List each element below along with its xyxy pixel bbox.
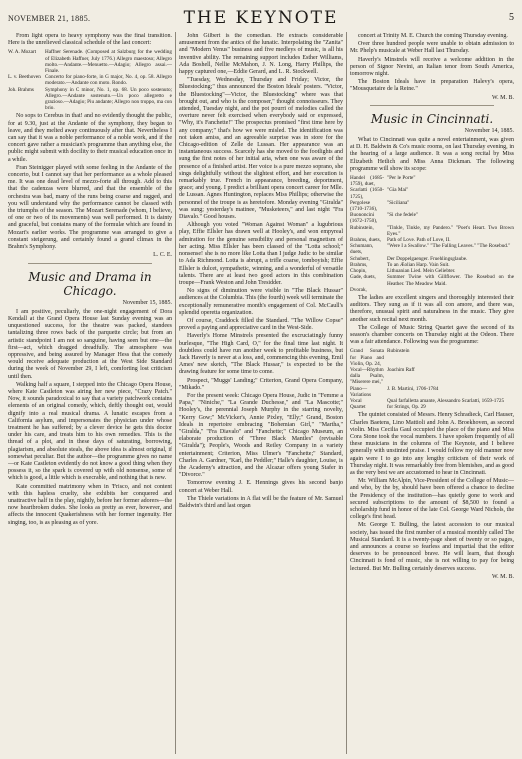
- paragraph: Mr. William McAlpin, Vice-President of the College of Music—and who, by the by, should have been offered a chance to decline the Presidency of the institution—has quietly gone to work and secured subscriptions to the amount of $8,500 to found a scholarship fund in honor of the late Col. George Ward Nichols, the college's first head.: [350, 478, 514, 521]
- programme-row: Buononcini (1672-1750), "Si che fedele": [350, 212, 419, 225]
- programme-row: Pergolese (1710-1736), "Siciliana": [350, 199, 410, 213]
- paragraph: From light opera to heavy symphony was the final transition. Here is the unrelieved classical schedule of the last concert:: [8, 33, 172, 47]
- paragraph: Tomorrow evening J. E. Hennings gives his second banjo concert at Weber Hall.: [179, 480, 343, 494]
- signature: W. M. B.: [492, 573, 514, 580]
- paragraph: No sops to Cerebus in that! and no evidently thought the public, for at 9.30, just at the Andante of the symphony, they began to leave, and they melted away continuously after that. Nevertheless I can say that it was a noble performance of a noble work, and if the concert gave rather a musician's programme than anything else, the public might submit with docility to their musical education once in a while.: [8, 113, 172, 163]
- paragraph: Kate committed matrimony when in 'Frisco, and not content with this hapless cruelty, she exhibits her conquered and unattractive half in the play, nightly, before her former adorers—the now heartbroken dudes. She looks as pretty as ever, however, and affects the innocent Quakerishness with her former ingenuity. Her singing, too, is as pleasing as of yore.: [8, 483, 172, 526]
- paragraph: "Tuesday, Wednesday, Thursday and Friday; Victor, the Bluestocking;" thus announced the Boston Ideals' posters. "Victor, the Bluestocking"—Victor, the Bluestocking" where was that brought out, and who is the composer," thought connoisseurs. They attended, Tuesday night, and the pot pourri of melodies called the overture never felt exercised when everybody said or expressed, "Why, it's Fanchette!" The prospectus promised "first time here by any company;" that's how we were misled. The identification was not taken amiss, and an agreeable surprise was in store for the Chicago-edition of Zelle de Lussan. Her appearance was an instantaneous success. Scarcely has she moved to the footlights and sung the first notes of her initial aria, when one was aware of the presence of a finished artist. Her voice is a pure mezzo soprano, she sings delightfully without the slightest effort, and her execution is remarkably true. French in appearance, breeding, deportment, grace; and young. I predict a brilliant opera concert career for Mlle. de Lussan. Agnes Huntington, replaces Miss Phillips; otherwise the personnel of the troupe is as heretofore. Monday evening "Giralda" was sung; yesterday's matinee, "Musketeers," and last night "Fra Diavalo." Good houses.: [179, 77, 343, 221]
- paragraph: The Boston Ideals have in preparation Halevy's opera, "Mousquetaire de la Reine.": [350, 79, 514, 93]
- paragraph: Of course, Craddock filled the Standard. "The Willow Copse" proved a paying and appreciative card in the West-Side.: [179, 317, 343, 332]
- paragraph: The quintet consisted of Messrs. Henry Schradieck, Carl Hauser, Charles Baetens, Lino Mattioli and John A. Broekhoven, as second violin. Miss Cecilia Gaul occupied the place of the piano and Miss Cora Stone took the vocal numbers. I have spoken frequently of all these musicians in the columns of The Keynote, and I believe generally with unstinted praise. I would follow my old manner now again were I to go into any lengthy criticism of their work of Thursday night. It was remarkably free from blemishes, and as good as the very best we are accustomed to hear in Cincinnati.: [350, 412, 514, 476]
- paragraph: Mr. George T. Bulling, the latest accession to our musical society, has issued the first number of a musical monthly called The Musical Standard. It is a twenty-page sheet of twenty or so pages, and announces a course so fearless and impartial that the editor deserves to be pronounced brave. He will learn, that though Cincinnati is fond of music, she is not willing to pay for being lectured. But Mr. Bulling certainly deserves success.: [350, 522, 514, 572]
- programme-row: Chopin, Lithuanian Lied. Mein Geliebter.: [350, 268, 456, 275]
- programme-row: Quartet for Strings, Op. 29: [350, 404, 426, 411]
- paragraph: The College of Music String Quartet gave the second of its season's chamber concerts on Thursday night at the Odeon. There was a fair attendance. Following was the programme:: [350, 324, 514, 346]
- paragraph: Over three hundred people were unable to obtain admission to Mr. Phelp's musicale at Weber Hall last Thursday.: [350, 41, 514, 55]
- paragraph: What to Cincinnati was quite a novel entertainment, was given at D. H. Baldwin & Co's music rooms, on last Thursday evening, in the hearing of a large audience. It was a song recital by Miss Elizabeth Hetlich and Miss Anna Dickman. The following programme will show its scope:: [350, 137, 514, 172]
- section-title: Music in Cincinnati.: [370, 111, 494, 126]
- divider: [28, 263, 152, 264]
- column-left: [8, 33, 172, 755]
- divider: [370, 105, 494, 106]
- programme-row: Handel (1685-1759), duet, "Per le Porte": [350, 175, 416, 188]
- paragraph: concert at Trinity M. E. Church the coming Thursday evening.: [358, 33, 508, 39]
- paragraph: I am positive, peculiarly, the one-night engagement of Dora Kendall at the Grand Opera House last Sunday evening was an unquestioned success, for the theatre was packed, standees tantalizing three rows back of the parquette circle; but from an artistic standpoint I am not so sanguine, having seen but one—the first—act, which dragged dreadfully. The atmosphere was oppressive, and being assured by Manager Hess that the comedy would receive adequate production at the West Side Standard during the week of November 29, I left, comforting lost criticism until then.: [8, 308, 172, 380]
- column-middle: [179, 33, 343, 755]
- programme-row: Joh. Brahms Symphony in C minor, No. 1, op. 68. Un poco sostenuto; Allegro.—Andante sostenuto.—Un poco allegretto e grazioso.—Adagio; Piu andante; Allegro non troppo, ma con brio.: [8, 86, 172, 112]
- column-right: [350, 33, 514, 755]
- page-header: [8, 8, 514, 30]
- concert-programme: [8, 49, 172, 111]
- recital-programme: [350, 175, 514, 293]
- programme-row: Vocal—Rhythm dalla Psalm, "Miserere mei," Joachim Raff: [350, 366, 415, 386]
- paragraph: Haverly's Home Minstrels presented the excruciatingly funny burlesque, "The High Card, O," for the final time last night. It doubtless could have run another week to profitable business, but Jack Haverly is never at a loss, and, commencing this evening, Emil Ames' new sketch, "The Black Hussar," is expected to be the drawing feature for some time to come.: [179, 333, 343, 376]
- paragraph: John Gilbert is the comedian. He extracts considerable amusement from the antics of the lunatic. Interpolating the "Zanita" and "Modern Venus" business and five medleys of music, is all his inventive ability. The remaining support includes Esther Williams, Ada Boshell, Nellie McMahon, J. N. Long, Harry Phillips, the happy captured one,—Eddie Gerard, and L. R. Stockwell.: [179, 33, 343, 76]
- paragraph: The ladies are excellent singers and thoroughly interested their auditors. They sung as if it was all con amore, and there was, therefore, unusual spirit and naturalness in the music. They give another such recital next month.: [350, 294, 514, 323]
- section-title: Music and Drama in Chicago.: [28, 269, 152, 298]
- paragraph: Although you voted "Woman Against Woman" a lugubrious play, Effie Ellsler has drawn well at Hooley's, and won empyreal admiration for the genuine sensibility and personal magnetism of her acting. Miss Ellsler has been classed of the "Lotta school;" nonsense! she is no more like Lotta than I judge Judic to be similar to Ada Richmond. Lotta is abrupt, a trifle coarse, tomboyish; Effie Ellsler is dulcet, sympathetic, winning, and a wonderful of versatile talents. There are at least two good actors in this combination troupe—Frank Weston and John Tresidder.: [179, 222, 343, 286]
- programme-row: Gade, duets, Summer Twine with Gillflower. The Rosebud on the Heather. The Meadow Maid.: [350, 274, 514, 287]
- column-rule: [175, 32, 176, 754]
- programme-row: L. v. Beethoven Concerto for piano-forte, in G major, No. 4, op. 58. Allegro moderato.—Andante con moto. Rondo.: [8, 74, 172, 87]
- paragraph: Fran Steinigger played with some feeling in the Andante of the concerto, but I cannot say that her performance as a whole pleased me. It was one dead level of mezzo-forte all through. Add to this that the cadenzas were blurred, and that the ensemble of the orchestra was bad, many of the runs being coarse and ragged, and you will understand why the performance cannot be classed with the triumphs of the season. The Mozart Serenade (whom, I believe, of one or two of its movements) was well performed. It is dainty and graceful, but contains many of the formulæ which are found in Mozart's earlier works. The programme was arranged to give a constant steigerung, and certainly found a grand climax in the Brahm's Symphony.: [8, 164, 172, 251]
- signature: W. M. B.: [492, 94, 514, 101]
- programme-row: Scarlatti (1650-1725), "Gia Mai": [350, 187, 409, 200]
- signature: L. C. E.: [153, 252, 172, 259]
- paragraph: The Thiele variations in A flat will be the feature of Mr. Samuel Baldwin's third and last organ: [179, 495, 343, 509]
- programme-row: Rubinstein, "Tinkle, Tinkle, my Pandero." "Poet's Heart. Two Brown Eyes.": [350, 224, 514, 237]
- paragraph: For the present week: Chicago Opera House, Judic in "Femme a Papa," "Niniche," "La Grande Duchesse," and "La Mascotte;" Hooley's, the perennial Joseph Murphy in the starring novelty, "Kerry Gow;" McVicker's, Annie Pixley, "Elly;" Grand, Boston Ideals in repertoire embracing "Bohemian Girl," "Martha," "Giralda," "Fra Diavalo" and "Fanchette;" Chicago Museum, an elaborate production of "Three Black Mantles" (revisable "Giralda"); People's, Woods and Reiley Company in a variety entertainment; Criterion, Miss Ulmer's "Fanchette;" Standard, Charles A. Gardner, "Karl, the Peddler;" Halle's daughter, Louise, is the Academy's attraction, and the Alcazar offers young Stafer in "Divorce.": [179, 392, 343, 479]
- issue-date: NOVEMBER 21, 1885.: [8, 14, 91, 23]
- quartet-programme: [350, 348, 514, 410]
- masthead-title: THE KEYNOTE: [183, 8, 339, 28]
- programme-row: Dvorak,: [350, 286, 367, 293]
- paragraph: Prospect, "Muggs' Landing;" Criterion, Grand Opera Company, "Mikado.": [179, 377, 343, 391]
- programme-row: Schumann, duets, "Were I a Swallow." "The Falling Leaves." "The Rosebud.": [350, 243, 511, 256]
- programme-row: W. A. Mozart Haffner Serenade. (Composed at Salzburg for the wedding of Elizabeth Haffner, July 1776.) Allegro maestoso; Allegro molto.—Andante.—Menuetto.—Adagio; Allegro assai.—Finale.: [8, 49, 172, 75]
- programme-row: Brahms, To an Æolian Harp. Vain Suit.: [350, 261, 450, 268]
- paragraph: No signs of diminution were visible in "The Black Hussar" audiences at the Columbia. This (the fourth) week will terminate the exceptionally remunerative month's engagement of Col. McCaull's splendid operetta organization.: [179, 288, 343, 316]
- dateline: November 14, 1885.: [464, 127, 514, 134]
- programme-row: Schubert, Der Doppelgaenger. Fruehlingsglaube.: [350, 255, 468, 262]
- programme-row: Grand Sonata for Piano and Violin, Op. 24, Rubinstein: [350, 348, 410, 367]
- paragraph: Walking half a square, I stepped into the Chicago Opera House, where Kate Castleton was airing her new piece, "Crazy Patch." Now, it sounds paradoxical to say that a variety patchwork contains elements of an original comedy, which, deftly thought out, would dignify into a real musical drama. A lunatic escapes from a California asylum, and impersonates the physician under whose treatment he has suffered; by a clever device he gets this doctor under his care, and treats him to his own remedies. This is the thread of a plot, and in these days of saturating, borrowing, plagiarism, and absolute steals, the above idea is almost original, if somewhat peculiar. But the author—the programme gives no name—or Kate Castleton evidently do not know a good thing when they possess it, so the spark is covered up with old nonsense, some of which is good, a little which is execrable, and nothing that is new.: [8, 381, 172, 482]
- page-number: 5: [509, 12, 514, 23]
- programme-row: Piano—Variations J. B. Martini, 1706-1784: [350, 385, 439, 398]
- dateline: November 15, 1885.: [122, 299, 172, 306]
- column-rule: [346, 32, 347, 754]
- programme-row: Vocal Qual farfalletta amante, Alessandro Scarlatti, 1659-1725: [350, 397, 505, 404]
- paragraph: Haverly's Minstrels will receive a welcome addition in the person of Signor Nevini, an Italian tenor from South America, tomorrow night.: [350, 56, 514, 78]
- programme-row: Brahms, duets, Path of Love. Path of Love, II.: [350, 237, 451, 244]
